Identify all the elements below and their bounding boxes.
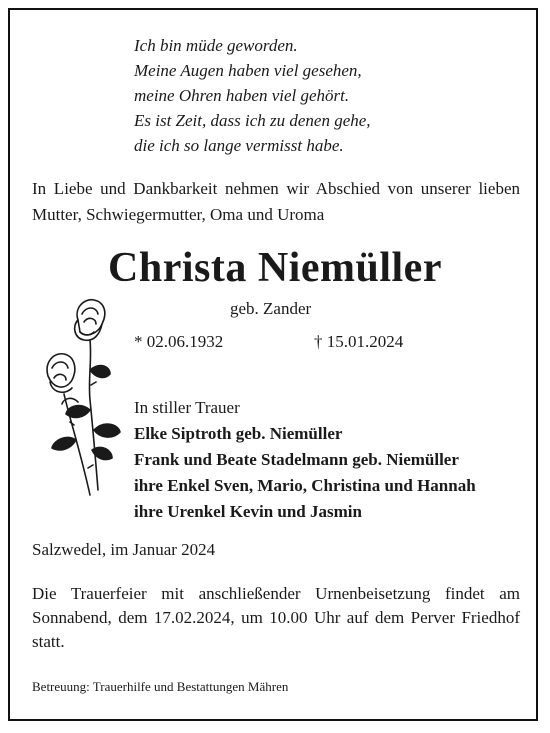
mourner-line: ihre Urenkel Kevin und Jasmin [134,502,362,521]
birth-date: * 02.06.1932 [134,332,224,351]
funeral-care-credit: Betreuung: Trauerhilfe und Bestattungen Mähren [32,679,289,694]
poem-line: die ich so lange vermisst habe. [134,136,344,155]
mourner-line: Elke Siptroth geb. Niemüller [134,424,343,443]
death-date: † 15.01.2024 [314,332,404,351]
mourner-line: Frank und Beate Stadelmann geb. Niemüller [134,450,459,469]
maiden-name: geb. Zander [230,299,312,318]
place-date: Salzwedel, im Januar 2024 [32,540,216,559]
poem [134,33,371,158]
mourners [134,395,476,525]
mourners-heading: In stiller Trauer [134,398,240,417]
intro-text: In Liebe und Dankbarkeit nehmen wir Abschied von unserer lieben Mutter, Schwiegermutter, Oma und Uroma [32,179,520,224]
rose-illustration-icon [38,290,128,520]
poem-line: meine Ohren haben viel gehört. [134,86,350,105]
deceased-name: Christa Niemüller [108,245,442,291]
poem-line: Meine Augen haben viel gesehen, [134,61,362,80]
mourner-line: ihre Enkel Sven, Mario, Christina und Hannah [134,476,476,495]
poem-line: Es ist Zeit, dass ich zu denen gehe, [134,111,371,130]
funeral-service-info: Die Trauerfeier mit anschließender Urnenbeisetzung findet am Sonnabend, dem 17.02.2024, um 10.00 Uhr auf dem Perver Friedhof statt. [32,584,520,651]
poem-line: Ich bin müde geworden. [134,36,298,55]
